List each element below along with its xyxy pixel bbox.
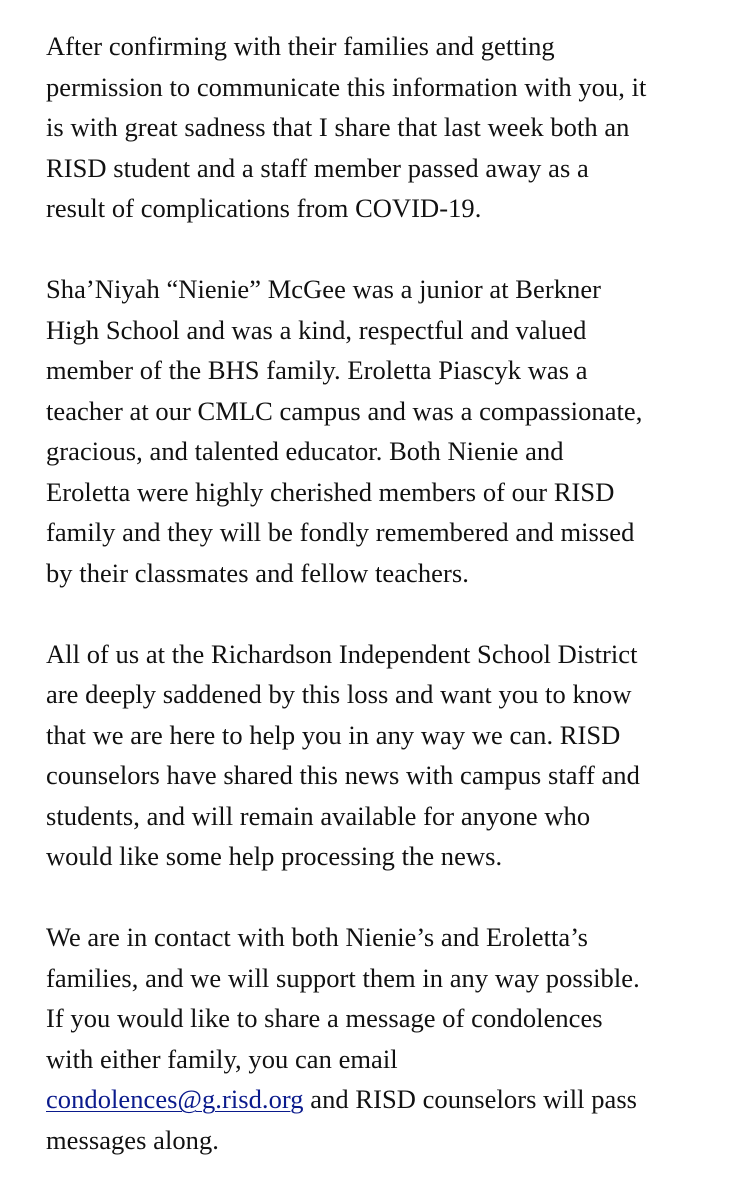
text-line: students, and will remain available for anyone who [46,800,591,831]
text-line: After confirming with their families and getting [46,31,555,61]
text-line: If you would like to share a message of condolences [46,1003,603,1033]
text-line: We are in contact with both Nienie’s and Eroletta’s [46,922,589,952]
text-line: High School and was a kind, respectful and valued [46,314,587,345]
text-line: family and they will be fondly remembered and missed [46,517,635,547]
text-line: families, and we will support them in any way possible. [46,962,640,993]
text-line: counselors have shared this news with campus staff and [46,760,640,790]
text-line: that we are here to help you in any way we can. RISD [46,719,621,750]
text-line: would like some help processing the news. [46,841,503,871]
text-line: messages along. [46,1124,219,1155]
email-line-text: and RISD counselors will pass [303,1084,638,1114]
email-line [46,1079,726,1120]
text-line: is with great sadness that I share that last week both an [46,112,630,142]
text-line: Eroletta were highly cherished members of our RISD [46,476,615,507]
paragraph-support [46,634,726,877]
text-line: result of complications from COVID-19. [46,193,482,223]
text-line: with either family, you can email [46,1043,398,1074]
condolences-email-link[interactable]: condolences@g.risd.org [46,1084,304,1114]
message-body [46,26,726,1201]
text-line: Sha’Niyah “Nienie” McGee was a junior at Berkner [46,274,602,304]
text-line: permission to communicate this information with you, it [46,71,647,102]
text-line: by their classmates and fellow teachers. [46,557,469,588]
text-line: are deeply saddened by this loss and want you to know [46,679,632,709]
text-line: gracious, and talented educator. Both Nienie and [46,436,564,466]
text-line: teacher at our CMLC campus and was a compassionate, [46,395,643,426]
text-line: member of the BHS family. Eroletta Piascyk was a [46,355,588,385]
text-line: RISD student and a staff member passed away as a [46,152,589,183]
paragraph-condolences [46,917,726,1160]
paragraph-announcement [46,26,726,229]
paragraph-remembrance [46,269,726,593]
text-line: All of us at the Richardson Independent School District [46,638,638,669]
